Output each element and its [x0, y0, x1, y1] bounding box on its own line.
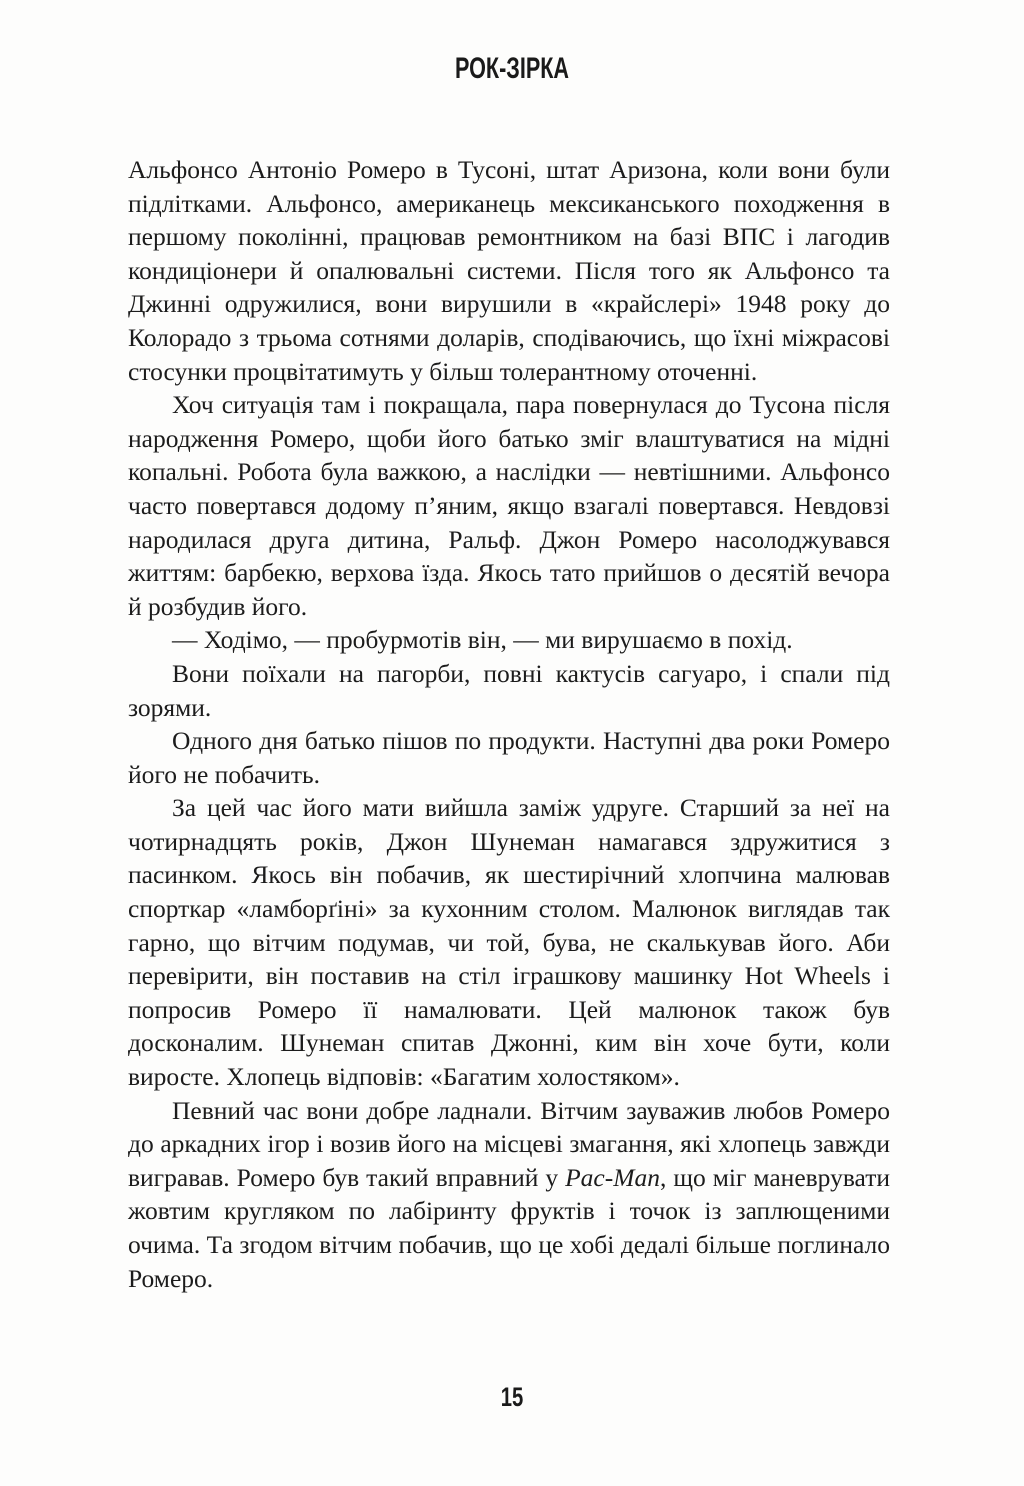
body-text — [128, 153, 890, 1295]
paragraph-text: , що міг маневрувати жовтим кругляком по лабіринту фруктів і точок із заплющеними очима. Та згодом вітчим побачив, що це хобі дедалі більше поглинало Ромеро. — [128, 1162, 890, 1293]
paragraph: Одного дня батько пішов по продукти. Наступні два роки Ромеро його не побачить. — [128, 726, 890, 789]
running-title: РОК-ЗІРКА — [454, 52, 570, 85]
paragraph — [128, 1094, 890, 1296]
paragraph-text: Певний час вони добре ладнали. Вітчим зауважив любов Ромеро до аркадних ігор і возив його на місцеві змагання, які хлопець завжди вигравав. Ромеро був такий вправний у — [128, 1095, 890, 1192]
paragraph: Хоч ситуація там і покращала, пара повернулася до Тусона після народження Ромеро, щоби його батько зміг влаштуватися на мідні копальні. Робота була важкою, а наслідки — невтішними. Альфонсо часто повертався додому п’яним, якщо взагалі повертався. Невдовзі народилася друга дитина, Ральф. Джон Ромеро насолоджувався життям: барбекю, верхова їзда. Якось тато прийшов о десятій вечора й розбудив його. — [128, 390, 890, 621]
paragraph: За цей час його мати вийшла заміж удруге. Старший за неї на чотирнадцять років, Джон Шунеман намагався здружитися з пасинком. Якось він побачив, як шестирічний хлопчина малював спорткар «ламборґіні» за кухонним столом. Малюнок виглядав так гарно, що вітчим подумав, чи той, бува, не скалькував його. Аби перевірити, він поставив на стіл іграшкову машинку Hot Wheels і попросив Ромеро її намалювати. Цей малюнок також був досконалим. Шунеман спитав Джонні, ким він хоче бути, коли виросте. Хлопець відповів: «Багатим холостяком». — [128, 793, 890, 1092]
page-number: 15 — [500, 1382, 524, 1412]
paragraph: Альфонсо Антоніо Ромеро в Тусоні, штат Аризона, коли вони були підлітками. Альфонсо, американець мексиканського походження в першому поколінні, працював ремонтником на базі ВПС і лагодив кондиціонери й опалювальні системи. Після того як Альфонсо та Джинні одружилися, вони вирушили в «крайслері» 1948 року до Колорадо з трьома сотнями доларів, сподіваючись, що їхні міжрасові стосунки процвітатимуть у більш толерантному оточенні. — [128, 155, 890, 386]
paragraph: Вони поїхали на пагорби, повні кактусів сагуаро, і спали під зорями. — [128, 658, 890, 722]
game-title: Pac-Man — [565, 1162, 660, 1192]
dialogue-line: — Ходімо, — пробурмотів він, — ми вирушаємо в похід. — [172, 625, 793, 655]
